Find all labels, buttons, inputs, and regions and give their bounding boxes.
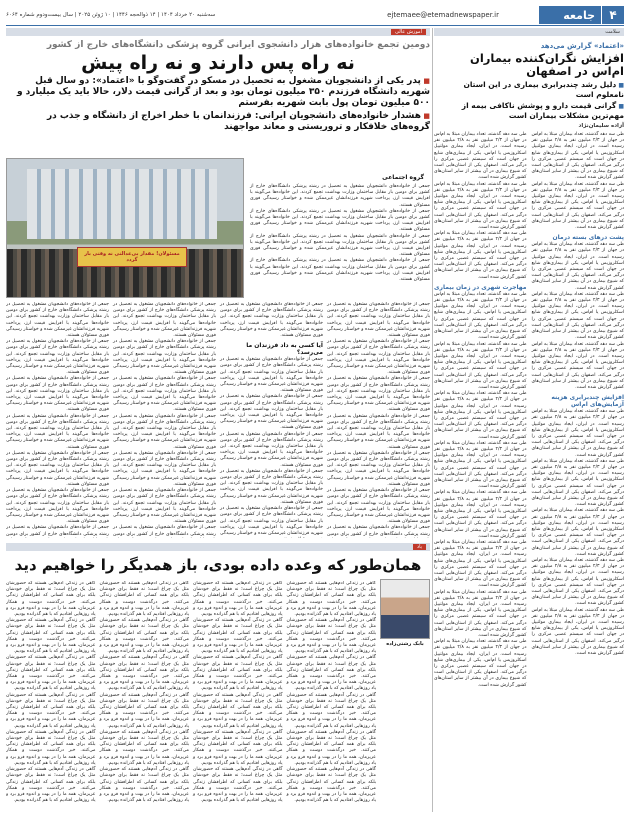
main-article-paragraph: جمعی از خانواده‌های دانشجویان مشغول به تحصیل در رشته پزشکی دانشگاه‌های خارج از کشور برای دومین بار مقابل ساختمان وزارت بهداشت تجمع کردند. این خانواده‌ها می‌گویند با افزایش قیمت ارز، پرداخت شهریه فرزندانشان غیرممکن شده و خواستار رسیدگی فوری مسئولان هستند. [6, 302, 109, 339]
main-article-bullet: ■ پدر یکی از دانشجویان مشغول به تحصیل در مسکو در گفت‌وگو با «اعتماد»: دو سال قبل شهریه دانشگاه فرزندم ۳۵۰ میلیون تومان بود و بعد از گرانی قیمت دلار، حالا باید یک میلیارد و ۵۰۰ میلیون تومان پول بابت شهریه بفرستم [6, 76, 430, 109]
main-article-paragraph: جمعی از خانواده‌های دانشجویان مشغول به تحصیل در رشته پزشکی دانشگاه‌های خارج از کشور برای دومین [327, 525, 430, 537]
right-article-subhead: مهاجرت شهری در زمان بیماری [434, 283, 527, 291]
main-article-paragraph: جمعی از خانواده‌های دانشجویان مشغول به تحصیل در رشته پزشکی دانشگاه‌های خارج از کشور برای دومین بار مقابل ساختمان وزارت بهداشت تجمع کردند. این خانواده‌ها می‌گویند با افزایش قیمت ارز، پرداخت شهریه فرزندانشان غیرممکن شده و خواستار رسیدگی فوری مسئولان هستند. [6, 413, 109, 450]
right-article-paragraph: طی سه دهه گذشته، تعداد بیماران مبتلا به ام‌اس در جهان از ۲/۳ میلیون نفر به ۲/۸ میلیون نفر رسیده است. در ایران، ایجاد بیماری مولتیپل اسکلروزیس یا ام‌اس، یکی از بیماری‌های شایع در جهان است که سیستم عصبی مرکزی را درگیر می‌کند. اصفهان یکی از استان‌هایی است که شیوع بیماری در آن بیشتر از سایر استان‌های کشور گزارش شده است. [531, 508, 624, 557]
bottom-article-paragraph: گاهی در زندگی آدم‌هایی هستند که حضورشان مثل یک چراغ است؛ نه فقط برای خودشان بلکه برای همه کسانی که اطرافشان زندگی می‌کنند. خبر درگذشت دوست و همکار عزیزمان، همه ما را در بهت و اندوه فرو برد و یاد روزهایی افتادیم که با هم گذرانده بودیم. [193, 581, 283, 618]
bottom-article-paragraph: گاهی در زندگی آدم‌هایی هستند که حضورشان مثل یک چراغ است؛ نه فقط برای خودشان بلکه برای همه کسانی که اطرافشان زندگی می‌کنند. خبر درگذشت دوست و همکار عزیزمان، همه ما را در بهت و اندوه فرو برد و یاد روزهایی افتادیم که با هم گذرانده بودیم. [99, 618, 189, 655]
main-article-paragraph: جمعی از خانواده‌های دانشجویان مشغول به تحصیل در رشته پزشکی دانشگاه‌های خارج از کشور برای دومین [113, 525, 216, 537]
main-article-top-body [250, 184, 430, 283]
bottom-article-paragraph: گاهی در زندگی آدم‌هایی هستند که حضورشان مثل یک چراغ است؛ نه فقط برای خودشان بلکه برای همه کسانی که اطرافشان زندگی می‌کنند. خبر درگذشت دوست و همکار عزیزمان، همه ما را در بهت و اندوه فرو برد و یاد روزهایی افتادیم که با هم گذرانده بودیم. [6, 692, 96, 729]
right-article-label: سلامت [434, 28, 624, 36]
page-number: ۴ [602, 6, 624, 24]
author-portrait [380, 579, 430, 639]
right-article-bullet: ■ دلیل رشد چندبرابری بیماری در این استان نامعلوم است [434, 80, 624, 99]
page-header [6, 6, 624, 24]
right-article-paragraph: طی سه دهه گذشته، تعداد بیماران مبتلا به ام‌اس در جهان از ۲/۳ میلیون نفر به ۲/۸ میلیون نفر رسیده است. در ایران، ایجاد بیماری مولتیپل اسکلروزیس یا ام‌اس، یکی از بیماری‌های شایع در جهان است که سیستم عصبی مرکزی را درگیر می‌کند. اصفهان یکی از استان‌هایی است که شیوع بیماری در آن بیشتر از سایر استان‌های کشور گزارش شده است. [434, 231, 527, 280]
main-article-paragraph: جمعی از خانواده‌های دانشجویان مشغول به تحصیل در رشته پزشکی دانشگاه‌های خارج از کشور برای دومین بار مقابل ساختمان وزارت بهداشت تجمع کردند. این خانواده‌ها می‌گویند با افزایش قیمت ارز، پرداخت شهریه فرزندانشان غیرممکن شده و خواستار رسیدگی فوری مسئولان هستند. [113, 488, 216, 525]
bottom-article-paragraph: گاهی در زندگی آدم‌هایی هستند که حضورشان مثل یک چراغ است؛ نه فقط برای خودشان بلکه برای همه کسانی که اطرافشان زندگی می‌کنند. خبر درگذشت دوست و همکار عزیزمان، همه ما را در بهت و اندوه فرو برد و یاد روزهایی افتادیم که با هم گذرانده بودیم. [193, 655, 283, 692]
bottom-article-section-tag: یاد [413, 544, 426, 550]
main-article-paragraph: جمعی از خانواده‌های دانشجویان مشغول به تحصیل در رشته پزشکی دانشگاه‌های خارج از کشور برای دومین بار مقابل ساختمان وزارت بهداشت تجمع کردند. این خانواده‌ها می‌گویند با افزایش قیمت ارز، پرداخت شهریه فرزندانشان غیرممکن شده و خواستار رسیدگی فوری مسئولان هستند. [327, 302, 430, 339]
column-divider [432, 28, 433, 812]
right-article-subhead: پشت درهای بسته درمان [552, 234, 624, 242]
bottom-article-paragraph: گاهی در زندگی آدم‌هایی هستند که حضورشان مثل یک چراغ است؛ نه فقط برای خودشان بلکه برای همه کسانی که اطرافشان زندگی می‌کنند. خبر درگذشت دوست و همکار عزیزمان، همه ما را در بهت و اندوه فرو برد و یاد روزهایی افتادیم که با هم گذرانده بودیم. [286, 618, 376, 655]
right-article-paragraph: طی سه دهه گذشته، تعداد بیماران مبتلا به ام‌اس در جهان از ۲/۳ میلیون نفر به ۲/۸ میلیون نفر رسیده است. در ایران، ایجاد بیماری مولتیپل اسکلروزیس یا ام‌اس، یکی از بیماری‌های شایع در جهان است که سیستم عصبی مرکزی را درگیر می‌کند. اصفهان یکی از استان‌هایی است که شیوع بیماری در آن بیشتر از سایر استان‌های کشور گزارش شده است. [531, 558, 624, 607]
right-article-paragraph: طی سه دهه گذشته، تعداد بیماران مبتلا به ام‌اس در جهان از ۲/۳ میلیون نفر به ۲/۸ میلیون نفر رسیده است. در ایران، ایجاد بیماری مولتیپل اسکلروزیس یا ام‌اس، یکی از بیماری‌های شایع در جهان است که سیستم عصبی مرکزی را درگیر می‌کند. اصفهان یکی از استان‌هایی است که شیوع بیماری در آن بیشتر از سایر استان‌های کشور گزارش شده است. [531, 458, 624, 508]
main-article-paragraph: جمعی از خانواده‌های دانشجویان مشغول به تحصیل در رشته پزشکی دانشگاه‌های خارج از کشور برای دومین بار مقابل ساختمان وزارت بهداشت تجمع کردند. این خانواده‌ها می‌گویند با افزایش قیمت ارز، پرداخت شهریه فرزندانشان غیرممکن شده و خواستار رسیدگی [220, 506, 323, 536]
right-article-paragraph: طی سه دهه گذشته، تعداد بیماران مبتلا به ام‌اس در جهان از ۲/۳ میلیون نفر به ۲/۸ میلیون نفر رسیده است. در ایران، ایجاد بیماری مولتیپل اسکلروزیس یا ام‌اس، یکی از بیماری‌های شایع در جهان است که سیستم عصبی مرکزی را درگیر می‌کند. اصفهان یکی از استان‌هایی است که شیوع بیماری در آن بیشتر از سایر استان‌های کشور گزارش شده است. [531, 291, 624, 341]
bottom-article-body [6, 581, 376, 811]
main-article [6, 28, 430, 133]
right-article-subhead: افزایش چندبرابری هزینه آزمایش‌های ام‌اس [551, 394, 624, 409]
right-article-paragraph: طی سه دهه گذشته، تعداد بیماران مبتلا به ام‌اس در جهان از ۲/۳ میلیون نفر به ۲/۸ میلیون نفر رسیده است. در ایران، ایجاد بیماری مولتیپل اسکلروزیس یا ام‌اس، یکی از بیماری‌های شایع در جهان است که سیستم عصبی مرکزی را درگیر می‌کند. اصفهان یکی از استان‌هایی است که شیوع بیماری در آن بیشتر از سایر استان‌های کشور گزارش شده است. [531, 341, 624, 390]
main-article-paragraph: جمعی از خانواده‌های دانشجویان مشغول به تحصیل در رشته پزشکی دانشگاه‌های خارج از کشور برای دومین بار مقابل ساختمان وزارت بهداشت تجمع کردند. این خانواده‌ها می‌گویند با افزایش قیمت ارز، پرداخت شهریه فرزندانشان غیرممکن شده و خواستار رسیدگی فوری مسئولان هستند. [327, 488, 430, 525]
main-article-paragraph: جمعی از خانواده‌های دانشجویان مشغول به تحصیل در رشته پزشکی دانشگاه‌های خارج از کشور برای دومین بار مقابل ساختمان وزارت بهداشت تجمع کردند. این خانواده‌ها می‌گویند با افزایش قیمت ارز، پرداخت شهریه فرزندانشان غیرممکن شده و خواستار رسیدگی فوری مسئولان هستند. [113, 302, 216, 339]
bottom-article-paragraph: گاهی در زندگی آدم‌هایی هستند که حضورشان مثل یک چراغ است؛ نه فقط برای خودشان بلکه برای همه کسانی که اطرافشان زندگی می‌کنند. خبر درگذشت دوست و همکار عزیزمان، همه ما را در بهت و اندوه فرو برد و یاد روزهایی افتادیم که با هم گذرانده بودیم. [6, 618, 96, 655]
right-article-paragraph: طی سه دهه گذشته، تعداد بیماران مبتلا به ام‌اس در جهان از ۲/۳ میلیون نفر به ۲/۸ میلیون نفر رسیده است. در ایران، ایجاد بیماری مولتیپل اسکلروزیس یا ام‌اس، یکی از بیماری‌های شایع در جهان است که سیستم عصبی مرکزی را درگیر می‌کند. اصفهان یکی از استان‌هایی است که شیوع بیماری در آن بیشتر از سایر استان‌های کشور گزارش شده است. [434, 540, 527, 589]
right-article-kicker: «اعتماد» گزارش می‌دهد [540, 42, 624, 50]
bottom-article-paragraph: گاهی در زندگی آدم‌هایی هستند که حضورشان مثل یک چراغ است؛ نه فقط برای خودشان بلکه برای همه کسانی که اطرافشان زندگی می‌کنند. خبر درگذشت دوست و همکار عزیزمان، همه ما را در بهت و اندوه فرو برد و یاد روزهایی افتادیم که با هم گذرانده بودیم. [6, 581, 96, 618]
right-article-title: افزایش نگران‌کننده بیماران ام‌اس در اصفهان [470, 51, 624, 78]
right-article [434, 28, 624, 812]
main-article-paragraph: جمعی از خانواده‌های دانشجویان مشغول به تحصیل در رشته پزشکی دانشگاه‌های خارج از کشور برای دومین بار مقابل ساختمان وزارت بهداشت تجمع کردند. این خانواده‌ها می‌گویند با افزایش قیمت ارز، پرداخت شهریه فرزندانشان غیرممکن شده و خواستار رسیدگی فوری مسئولان هستند. [6, 376, 109, 413]
bottom-article-paragraph: گاهی در زندگی آدم‌هایی هستند که حضورشان مثل یک چراغ است؛ نه فقط برای خودشان بلکه برای همه کسانی که اطرافشان زندگی می‌کنند. خبر درگذشت دوست و همکار عزیزمان، همه ما را در بهت و اندوه فرو برد و یاد روزهایی افتادیم که با هم گذرانده بودیم. [6, 655, 96, 692]
main-article-paragraph: جمعی از خانواده‌های دانشجویان مشغول به تحصیل در رشته پزشکی دانشگاه‌های خارج از کشور برای دومین بار مقابل ساختمان وزارت بهداشت تجمع کردند. این خانواده‌ها می‌گویند با افزایش قیمت ارز، پرداخت شهریه فرزندانشان غیرممکن شده و خواستار رسیدگی فوری مسئولان هستند. [220, 394, 323, 431]
main-article-paragraph: جمعی از خانواده‌های دانشجویان مشغول به تحصیل در رشته پزشکی دانشگاه‌های خارج از کشور برای دومین بار مقابل ساختمان وزارت بهداشت تجمع کردند. این خانواده‌ها می‌گویند با افزایش قیمت ارز، پرداخت شهریه فرزندانشان غیرممکن شده و خواستار رسیدگی فوری مسئولان هستند. [113, 339, 216, 376]
main-article-bullet: ■ هشدار خانواده‌های دانشجویان ایرانی: فرزندانمان با خطر اخراج از دانشگاه و جذب در گروه‌های خلافکار و تروریستی و معاند مواجهند [6, 111, 430, 133]
main-article-title: نه راه پس دارند و نه راه پیش [81, 52, 355, 74]
main-article-paragraph: جمعی از خانواده‌های دانشجویان مشغول به تحصیل در رشته پزشکی دانشگاه‌های خارج از کشور برای دومین بار مقابل ساختمان وزارت بهداشت تجمع کردند. این خانواده‌ها می‌گویند با افزایش قیمت ارز، پرداخت شهریه فرزندانشان غیرممکن شده و خواستار رسیدگی فوری مسئولان هستند. [113, 413, 216, 450]
main-article-paragraph: جمعی از خانواده‌های دانشجویان مشغول به تحصیل در رشته پزشکی دانشگاه‌های خارج از کشور برای دومین [6, 525, 109, 537]
right-article-paragraph: طی سه دهه گذشته، تعداد بیماران مبتلا به ام‌اس در جهان از ۲/۳ میلیون نفر به ۲/۸ میلیون نفر رسیده است. در ایران، ایجاد بیماری مولتیپل اسکلروزیس یا ام‌اس، یکی از بیماری‌های شایع در جهان است که سیستم عصبی مرکزی را درگیر می‌کند. اصفهان یکی از استان‌هایی است که شیوع بیماری در آن بیشتر از سایر استان‌های کشور گزارش شده است. [531, 242, 624, 291]
main-article-paragraph: جمعی از خانواده‌های دانشجویان مشغول به تحصیل در رشته پزشکی دانشگاه‌های خارج از کشور برای دومین بار مقابل ساختمان وزارت بهداشت تجمع کردند. این خانواده‌ها می‌گویند با افزایش قیمت ارز، پرداخت شهریه فرزندانشان غیرممکن شده و خواستار رسیدگی فوری مسئولان هستند. [220, 468, 323, 505]
bottom-article-paragraph: گاهی در زندگی آدم‌هایی هستند که حضورشان مثل یک چراغ است؛ نه فقط برای خودشان بلکه برای همه کسانی که اطرافشان زندگی می‌کنند. خبر درگذشت دوست و همکار عزیزمان، همه ما را در بهت و اندوه فرو برد و یاد روزهایی افتادیم که با هم گذرانده بودیم. [6, 767, 96, 804]
right-article-paragraph: طی سه دهه گذشته، تعداد بیماران مبتلا به ام‌اس در جهان از ۲/۳ میلیون نفر به ۲/۸ میلیون نفر رسیده است. در ایران، ایجاد بیماری مولتیپل اسکلروزیس یا ام‌اس، یکی از بیماری‌های شایع در جهان است که سیستم عصبی مرکزی را درگیر می‌کند. اصفهان یکی از استان‌هایی است که شیوع بیماری در آن بیشتر از سایر استان‌های کشور گزارش شده است. [434, 391, 527, 440]
main-article-label [6, 28, 430, 36]
right-article-byline: آزاده سلیمان‌نژاد [578, 123, 624, 129]
bottom-article-paragraph: گاهی در زندگی آدم‌هایی هستند که حضورشان مثل یک چراغ است؛ نه فقط برای خودشان بلکه برای همه کسانی که اطرافشان زندگی می‌کنند. خبر درگذشت دوست و همکار عزیزمان، همه ما را در بهت و اندوه فرو برد و یاد روزهایی افتادیم که با هم گذرانده بودیم. [193, 618, 283, 655]
bottom-article-title: همان‌طور که وعده داده بودی، باز همدیگر را خواهیم دید [14, 556, 422, 574]
right-article-paragraph: طی سه دهه گذشته، تعداد بیماران مبتلا به ام‌اس در جهان از ۲/۳ میلیون نفر به ۲/۸ میلیون نفر رسیده است. در ایران، ایجاد بیماری مولتیپل اسکلروزیس یا ام‌اس، یکی از بیماری‌های شایع در جهان است که سیستم عصبی مرکزی را درگیر می‌کند. اصفهان یکی از استان‌هایی است که شیوع بیماری در آن بیشتر از سایر استان‌های کشور گزارش شده است. [531, 409, 624, 458]
right-article-paragraph: طی سه دهه گذشته، تعداد بیماران مبتلا به ام‌اس در جهان از ۲/۳ میلیون نفر به ۲/۸ میلیون نفر رسیده است. در ایران، ایجاد بیماری مولتیپل اسکلروزیس یا ام‌اس، یکی از بیماری‌های شایع در جهان است که سیستم عصبی مرکزی را درگیر می‌کند. اصفهان یکی از استان‌هایی است که شیوع بیماری در آن بیشتر از سایر استان‌های کشور گزارش شده است. [434, 291, 527, 341]
protest-photo [6, 158, 244, 298]
right-article-body [434, 132, 624, 689]
bottom-article-paragraph: گاهی در زندگی آدم‌هایی هستند که حضورشان مثل یک چراغ است؛ نه فقط برای خودشان بلکه برای همه کسانی که اطرافشان زندگی می‌کنند. خبر درگذشت دوست و همکار عزیزمان، همه ما را در بهت و اندوه فرو برد و یاد روزهایی افتادیم که با هم گذرانده بودیم. [286, 581, 376, 618]
main-article-paragraph: جمعی از خانواده‌های دانشجویان مشغول به تحصیل در رشته پزشکی دانشگاه‌های خارج از کشور برای دومین بار مقابل ساختمان وزارت بهداشت تجمع کردند. این خانواده‌ها می‌گویند با افزایش قیمت ارز، پرداخت شهریه فرزندانشان غیرممکن شده و خواستار رسیدگی فوری مسئولان هستند. [6, 450, 109, 487]
right-article-paragraph: طی سه دهه گذشته، تعداد بیماران مبتلا به ام‌اس در جهان از ۲/۳ میلیون نفر به ۲/۸ میلیون نفر رسیده است. در ایران، ایجاد بیماری مولتیپل اسکلروزیس یا ام‌اس، یکی از بیماری‌های شایع در جهان است که سیستم عصبی مرکزی را درگیر می‌کند. اصفهان یکی از استان‌هایی است که شیوع بیماری در آن بیشتر از سایر استان‌های کشور گزارش شده است. [434, 132, 527, 181]
right-article-paragraph: طی سه دهه گذشته، تعداد بیماران مبتلا به ام‌اس در جهان از ۲/۳ میلیون نفر به ۲/۸ میلیون نفر رسیده است. در ایران، ایجاد بیماری مولتیپل اسکلروزیس یا ام‌اس، یکی از بیماری‌های شایع در جهان است که سیستم عصبی مرکزی را درگیر می‌کند. اصفهان یکی از استان‌هایی است که شیوع بیماری در آن بیشتر از سایر استان‌های کشور گزارش شده است. [531, 181, 624, 231]
section-email[interactable]: ejtemaee@etemadnewspaper.ir [387, 11, 499, 19]
main-article-kicker: دومین تجمع خانواده‌های هزار دانشجوی ایرانی گروه پزشکی دانشگاه‌های خارج از کشور [46, 40, 430, 50]
bottom-article-paragraph: گاهی در زندگی آدم‌هایی هستند که حضورشان مثل یک چراغ است؛ نه فقط برای خودشان بلکه برای همه کسانی که اطرافشان زندگی می‌کنند. خبر درگذشت دوست و همکار عزیزمان، همه ما را در بهت و اندوه فرو برد و یاد روزهایی افتادیم که با هم گذرانده بودیم. [6, 729, 96, 766]
right-article-paragraph: طی سه دهه گذشته، تعداد بیماران مبتلا به ام‌اس در جهان از ۲/۳ میلیون نفر به ۲/۸ میلیون نفر رسیده است. در ایران، ایجاد بیماری مولتیپل اسکلروزیس یا ام‌اس، یکی از بیماری‌های شایع در جهان است که سیستم عصبی مرکزی را درگیر می‌کند. اصفهان یکی از استان‌هایی است که شیوع بیماری در آن بیشتر از سایر استان‌های کشور گزارش شده است. [434, 639, 527, 688]
header-rule [6, 25, 624, 26]
bottom-article-paragraph: گاهی در زندگی آدم‌هایی هستند که حضورشان مثل یک چراغ است؛ نه فقط برای خودشان بلکه برای همه کسانی که اطرافشان زندگی می‌کنند. خبر درگذشت دوست و همکار عزیزمان، همه ما را در بهت و اندوه فرو برد و یاد روزهایی افتادیم که با هم گذرانده بودیم. [286, 767, 376, 804]
main-article-paragraph: جمعی از خانواده‌های دانشجویان مشغول به تحصیل در رشته پزشکی دانشگاه‌های خارج از کشور برای دومین بار مقابل ساختمان وزارت بهداشت تجمع کردند. این خانواده‌ها می‌گویند با افزایش قیمت ارز، پرداخت شهریه فرزندانشان غیرممکن شده و خواستار رسیدگی فوری مسئولان هستند. [327, 339, 430, 376]
right-article-paragraph: طی سه دهه گذشته، تعداد بیماران مبتلا به ام‌اس در جهان از ۲/۳ میلیون نفر به ۲/۸ میلیون نفر رسیده است. در ایران، ایجاد بیماری مولتیپل اسکلروزیس یا ام‌اس، یکی از بیماری‌های شایع در جهان است که سیستم عصبی مرکزی را درگیر می‌کند. اصفهان یکی از استان‌هایی است که شیوع بیماری در آن بیشتر از سایر استان‌های کشور گزارش شده است. [434, 589, 527, 639]
bottom-article-paragraph: گاهی در زندگی آدم‌هایی هستند که حضورشان مثل یک چراغ است؛ نه فقط برای خودشان بلکه برای همه کسانی که اطرافشان زندگی می‌کنند. خبر درگذشت دوست و همکار عزیزمان، همه ما را در بهت و اندوه فرو برد و یاد روزهایی افتادیم که با هم گذرانده بودیم. [193, 692, 283, 729]
main-article-inline-subhead: آیا کسی به داد فرزندان ما می‌رسد؟ [246, 342, 323, 357]
main-article-body [6, 302, 430, 538]
bottom-article-paragraph: گاهی در زندگی آدم‌هایی هستند که حضورشان مثل یک چراغ است؛ نه فقط برای خودشان بلکه برای همه کسانی که اطرافشان زندگی می‌کنند. خبر درگذشت دوست و همکار عزیزمان، همه ما را در بهت و اندوه فرو برد و یاد روزهایی افتادیم که با هم گذرانده بودیم. [286, 692, 376, 729]
main-article-paragraph: جمعی از خانواده‌های دانشجویان مشغول به تحصیل در رشته پزشکی دانشگاه‌های خارج از کشور برای دومین بار مقابل ساختمان وزارت بهداشت تجمع کردند. این خانواده‌ها می‌گویند با افزایش قیمت ارز، پرداخت شهریه فرزندانشان غیرممکن شده و خواستار رسیدگی فوری مسئولان هستند. [250, 208, 430, 233]
main-article-paragraph: جمعی از خانواده‌های دانشجویان مشغول به تحصیل در رشته پزشکی دانشگاه‌های خارج از کشور برای دومین بار مقابل ساختمان وزارت بهداشت تجمع کردند. این خانواده‌ها می‌گویند با افزایش قیمت ارز، پرداخت شهریه فرزندانشان غیرممکن شده و خواستار رسیدگی فوری مسئولان هستند. [6, 339, 109, 376]
bottom-article-paragraph: گاهی در زندگی آدم‌هایی هستند که حضورشان مثل یک چراغ است؛ نه فقط برای خودشان بلکه برای همه کسانی که اطرافشان زندگی می‌کنند. خبر درگذشت دوست و همکار عزیزمان، همه ما را در بهت و اندوه فرو برد و یاد روزهایی افتادیم که با هم گذرانده بودیم. [193, 729, 283, 766]
right-article-paragraph: طی سه دهه گذشته، تعداد بیماران مبتلا به ام‌اس در جهان از ۲/۳ میلیون نفر به ۲/۸ میلیون نفر رسیده است. در ایران، ایجاد بیماری مولتیپل اسکلروزیس یا ام‌اس، یکی از بیماری‌های شایع در جهان است که سیستم عصبی مرکزی را درگیر می‌کند. اصفهان یکی از استان‌هایی است که شیوع بیماری در آن بیشتر از سایر استان‌های کشور گزارش شده است. [434, 341, 527, 390]
right-article-paragraph: طی سه دهه گذشته، تعداد بیماران مبتلا به ام‌اس در جهان از ۲/۳ میلیون نفر به ۲/۸ میلیون نفر رسیده است. در ایران، ایجاد بیماری مولتیپل اسکلروزیس یا ام‌اس، یکی از بیماری‌های شایع در جهان است که سیستم عصبی مرکزی را درگیر می‌کند. اصفهان یکی از استان‌هایی است که شیوع بیماری در آن بیشتر از سایر استان‌های کشور گزارش شده است. [434, 440, 527, 490]
bottom-article-paragraph: گاهی در زندگی آدم‌هایی هستند که حضورشان مثل یک چراغ است؛ نه فقط برای خودشان بلکه برای همه کسانی که اطرافشان زندگی می‌کنند. خبر درگذشت دوست و همکار عزیزمان، همه ما را در بهت و اندوه فرو برد و یاد روزهایی افتادیم که با هم گذرانده بودیم. [286, 729, 376, 766]
main-article-paragraph: جمعی از خانواده‌های دانشجویان مشغول به تحصیل در رشته پزشکی دانشگاه‌های خارج از کشور برای دومین بار مقابل ساختمان وزارت بهداشت تجمع کردند. این خانواده‌ها می‌گویند با افزایش قیمت ارز، پرداخت شهریه فرزندانشان غیرممکن شده و خواستار رسیدگی فوری مسئولان هستند. [113, 450, 216, 487]
section-title: جامعه [539, 6, 601, 24]
right-article-paragraph: طی سه دهه گذشته، تعداد بیماران مبتلا به ام‌اس در جهان از ۲/۳ میلیون نفر به ۲/۸ میلیون نفر رسیده است. در ایران، ایجاد بیماری مولتیپل اسکلروزیس یا ام‌اس، یکی از بیماری‌های شایع در جهان است که سیستم عصبی مرکزی را درگیر می‌کند. اصفهان یکی از استان‌هایی است که شیوع بیماری در آن بیشتر از سایر استان‌های کشور گزارش شده است. [531, 607, 624, 657]
main-article-paragraph: جمعی از خانواده‌های دانشجویان مشغول به تحصیل در رشته پزشکی دانشگاه‌های خارج از کشور برای دومین بار مقابل ساختمان وزارت بهداشت تجمع کردند. این خانواده‌ها می‌گویند با افزایش قیمت ارز، پرداخت شهریه فرزندانشان غیرممکن شده و خواستار رسیدگی فوری مسئولان هستند. [250, 184, 430, 208]
bottom-article-label [6, 543, 430, 551]
bottom-article-paragraph: گاهی در زندگی آدم‌هایی هستند که حضورشان مثل یک چراغ است؛ نه فقط برای خودشان بلکه برای همه کسانی که اطرافشان زندگی می‌کنند. خبر درگذشت دوست و همکار عزیزمان، همه ما را در بهت و اندوه فرو برد و یاد روزهایی افتادیم که با هم گذرانده بودیم. [286, 655, 376, 692]
author-name: بابک رشتی‌زاده [386, 641, 424, 647]
bottom-article-paragraph: گاهی در زندگی آدم‌هایی هستند که حضورشان مثل یک چراغ است؛ نه فقط برای خودشان بلکه برای همه کسانی که اطرافشان زندگی می‌کنند. خبر درگذشت دوست و همکار عزیزمان، همه ما را در بهت و اندوه فرو برد و یاد روزهایی افتادیم که با هم گذرانده بودیم. [193, 767, 283, 804]
issue-date-line: سه‌شنبه ۲۰ خرداد ۱۴۰۴ | ۱۴ ذوالحجه ۱۴۴۶ | ۱۰ ژوئن ۲۰۲۵ | سال بیست‌و‌دوم شماره ۶۰۶۴ [6, 12, 216, 18]
right-article-paragraph: طی سه دهه گذشته، تعداد بیماران مبتلا به ام‌اس در جهان از ۲/۳ میلیون نفر به ۲/۸ میلیون نفر رسیده است. در ایران، ایجاد بیماری مولتیپل اسکلروزیس یا ام‌اس، یکی از بیماری‌های شایع در جهان است که سیستم عصبی مرکزی را درگیر می‌کند. اصفهان یکی از استان‌هایی است که شیوع بیماری در آن بیشتر از سایر استان‌های کشور گزارش شده است. [434, 490, 527, 539]
main-article-paragraph: جمعی از خانواده‌های دانشجویان مشغول به تحصیل در رشته پزشکی دانشگاه‌های خارج از کشور برای دومین بار مقابل ساختمان وزارت بهداشت تجمع کردند. این خانواده‌ها می‌گویند با افزایش قیمت ارز، پرداخت شهریه فرزندانشان غیرممکن شده و خواستار رسیدگی فوری مسئولان هستند. [220, 302, 323, 339]
main-article-section-tag: آموزش عالی [391, 29, 426, 35]
bottom-article-paragraph: گاهی در زندگی آدم‌هایی هستند که حضورشان مثل یک چراغ است؛ نه فقط برای خودشان بلکه برای همه کسانی که اطرافشان زندگی می‌کنند. خبر درگذشت دوست و همکار عزیزمان، همه ما را در بهت و اندوه فرو برد و یاد روزهایی افتادیم که با هم گذرانده بودیم. [99, 729, 189, 766]
main-article-paragraph: جمعی از خانواده‌های دانشجویان مشغول به تحصیل در رشته پزشکی دانشگاه‌های خارج از کشور برای دومین بار مقابل ساختمان وزارت بهداشت تجمع کردند. این خانواده‌ها می‌گویند با افزایش قیمت ارز، پرداخت شهریه فرزندانشان غیرممکن شده و خواستار رسیدگی فوری مسئولان هستند. [250, 258, 430, 283]
protest-banner: مسئولان! مقدار بی‌عدالتی نه وقتی بار گردد [77, 247, 187, 267]
main-article-paragraph: جمعی از خانواده‌های دانشجویان مشغول به تحصیل در رشته پزشکی دانشگاه‌های خارج از کشور برای دومین بار مقابل ساختمان وزارت بهداشت تجمع کردند. این خانواده‌ها می‌گویند با افزایش قیمت ارز، پرداخت شهریه فرزندانشان غیرممکن شده و خواستار رسیدگی فوری مسئولان هستند. [250, 233, 430, 258]
main-article-paragraph: جمعی از خانواده‌های دانشجویان مشغول به تحصیل در رشته پزشکی دانشگاه‌های خارج از کشور برای دومین بار مقابل ساختمان وزارت بهداشت تجمع کردند. این خانواده‌ها می‌گویند با افزایش قیمت ارز، پرداخت شهریه فرزندانشان غیرممکن شده و خواستار رسیدگی فوری مسئولان هستند. [113, 376, 216, 413]
bottom-article-paragraph: گاهی در زندگی آدم‌هایی هستند که حضورشان مثل یک چراغ است؛ نه فقط برای خودشان بلکه برای همه کسانی که اطرافشان زندگی می‌کنند. خبر درگذشت دوست و همکار عزیزمان، همه ما را در بهت و اندوه فرو برد و یاد روزهایی افتادیم که با هم گذرانده بودیم. [99, 692, 189, 729]
main-article-paragraph: جمعی از خانواده‌های دانشجویان مشغول به تحصیل در رشته پزشکی دانشگاه‌های خارج از کشور برای دومین بار مقابل ساختمان وزارت بهداشت تجمع کردند. این خانواده‌ها می‌گویند با افزایش قیمت ارز، پرداخت شهریه فرزندانشان غیرممکن شده و خواستار رسیدگی فوری مسئولان هستند. [327, 376, 430, 413]
right-article-bullet: ■ گرانی قیمت دارو و پوشش ناکافی بیمه از مهم‌ترین مشکلات بیماران است [434, 101, 624, 120]
main-article-paragraph: جمعی از خانواده‌های دانشجویان مشغول به تحصیل در رشته پزشکی دانشگاه‌های خارج از کشور برای دومین بار مقابل ساختمان وزارت بهداشت تجمع کردند. این خانواده‌ها می‌گویند با افزایش قیمت ارز، پرداخت شهریه فرزندانشان غیرممکن شده و خواستار رسیدگی فوری مسئولان هستند. [220, 431, 323, 468]
main-article-paragraph: جمعی از خانواده‌های دانشجویان مشغول به تحصیل در رشته پزشکی دانشگاه‌های خارج از کشور برای دومین بار مقابل ساختمان وزارت بهداشت تجمع کردند. این خانواده‌ها می‌گویند با افزایش قیمت ارز، پرداخت شهریه فرزندانشان غیرممکن شده و خواستار رسیدگی فوری مسئولان هستند. [6, 488, 109, 525]
building-shape [27, 169, 217, 239]
bottom-article-paragraph: گاهی در زندگی آدم‌هایی هستند که حضورشان مثل یک چراغ است؛ نه فقط برای خودشان بلکه برای همه کسانی که اطرافشان زندگی می‌کنند. خبر درگذشت دوست و همکار عزیزمان، همه ما را در بهت و اندوه فرو برد و یاد روزهایی افتادیم که با هم گذرانده بودیم. [99, 581, 189, 618]
main-article-byline: گروه اجتماعی [382, 174, 424, 181]
bottom-article [6, 543, 430, 804]
main-article-paragraph: جمعی از خانواده‌های دانشجویان مشغول به تحصیل در رشته پزشکی دانشگاه‌های خارج از کشور برای دومین بار مقابل ساختمان وزارت بهداشت تجمع کردند. این خانواده‌ها می‌گویند با افزایش قیمت ارز، پرداخت شهریه فرزندانشان غیرممکن شده و خواستار رسیدگی فوری مسئولان هستند. [327, 450, 430, 487]
main-article-paragraph: جمعی از خانواده‌های دانشجویان مشغول به تحصیل در رشته پزشکی دانشگاه‌های خارج از کشور برای دومین بار مقابل ساختمان وزارت بهداشت تجمع کردند. این خانواده‌ها می‌گویند با افزایش قیمت ارز، پرداخت شهریه فرزندانشان غیرممکن شده و خواستار رسیدگی فوری مسئولان هستند. [220, 357, 323, 394]
right-article-paragraph: طی سه دهه گذشته، تعداد بیماران مبتلا به ام‌اس در جهان از ۲/۳ میلیون نفر به ۲/۸ میلیون نفر رسیده است. در ایران، ایجاد بیماری مولتیپل اسکلروزیس یا ام‌اس، یکی از بیماری‌های شایع در جهان است که سیستم عصبی مرکزی را درگیر می‌کند. اصفهان یکی از استان‌هایی است که شیوع بیماری در آن بیشتر از سایر استان‌های کشور گزارش شده است. [434, 181, 527, 231]
bottom-article-paragraph: گاهی در زندگی آدم‌هایی هستند که حضورشان مثل یک چراغ است؛ نه فقط برای خودشان بلکه برای همه کسانی که اطرافشان زندگی می‌کنند. خبر درگذشت دوست و همکار عزیزمان، همه ما را در بهت و اندوه فرو برد و یاد روزهایی افتادیم که با هم گذرانده بودیم. [99, 767, 189, 804]
bottom-article-paragraph: گاهی در زندگی آدم‌هایی هستند که حضورشان مثل یک چراغ است؛ نه فقط برای خودشان بلکه برای همه کسانی که اطرافشان زندگی می‌کنند. خبر درگذشت دوست و همکار عزیزمان، همه ما را در بهت و اندوه فرو برد و یاد روزهایی افتادیم که با هم گذرانده بودیم. [99, 655, 189, 692]
right-article-paragraph: طی سه دهه گذشته، تعداد بیماران مبتلا به ام‌اس در جهان از ۲/۳ میلیون نفر به ۲/۸ میلیون نفر رسیده است. در ایران، ایجاد بیماری مولتیپل اسکلروزیس یا ام‌اس، یکی از بیماری‌های شایع در جهان است که سیستم عصبی مرکزی را درگیر می‌کند. اصفهان یکی از استان‌هایی است که شیوع بیماری در آن بیشتر از سایر استان‌های کشور گزارش شده است. [531, 132, 624, 181]
main-article-paragraph: جمعی از خانواده‌های دانشجویان مشغول به تحصیل در رشته پزشکی دانشگاه‌های خارج از کشور برای دومین بار مقابل ساختمان وزارت بهداشت تجمع کردند. این خانواده‌ها می‌گویند با افزایش قیمت ارز، پرداخت شهریه فرزندانشان غیرممکن شده و خواستار رسیدگی فوری مسئولان هستند. [327, 413, 430, 450]
